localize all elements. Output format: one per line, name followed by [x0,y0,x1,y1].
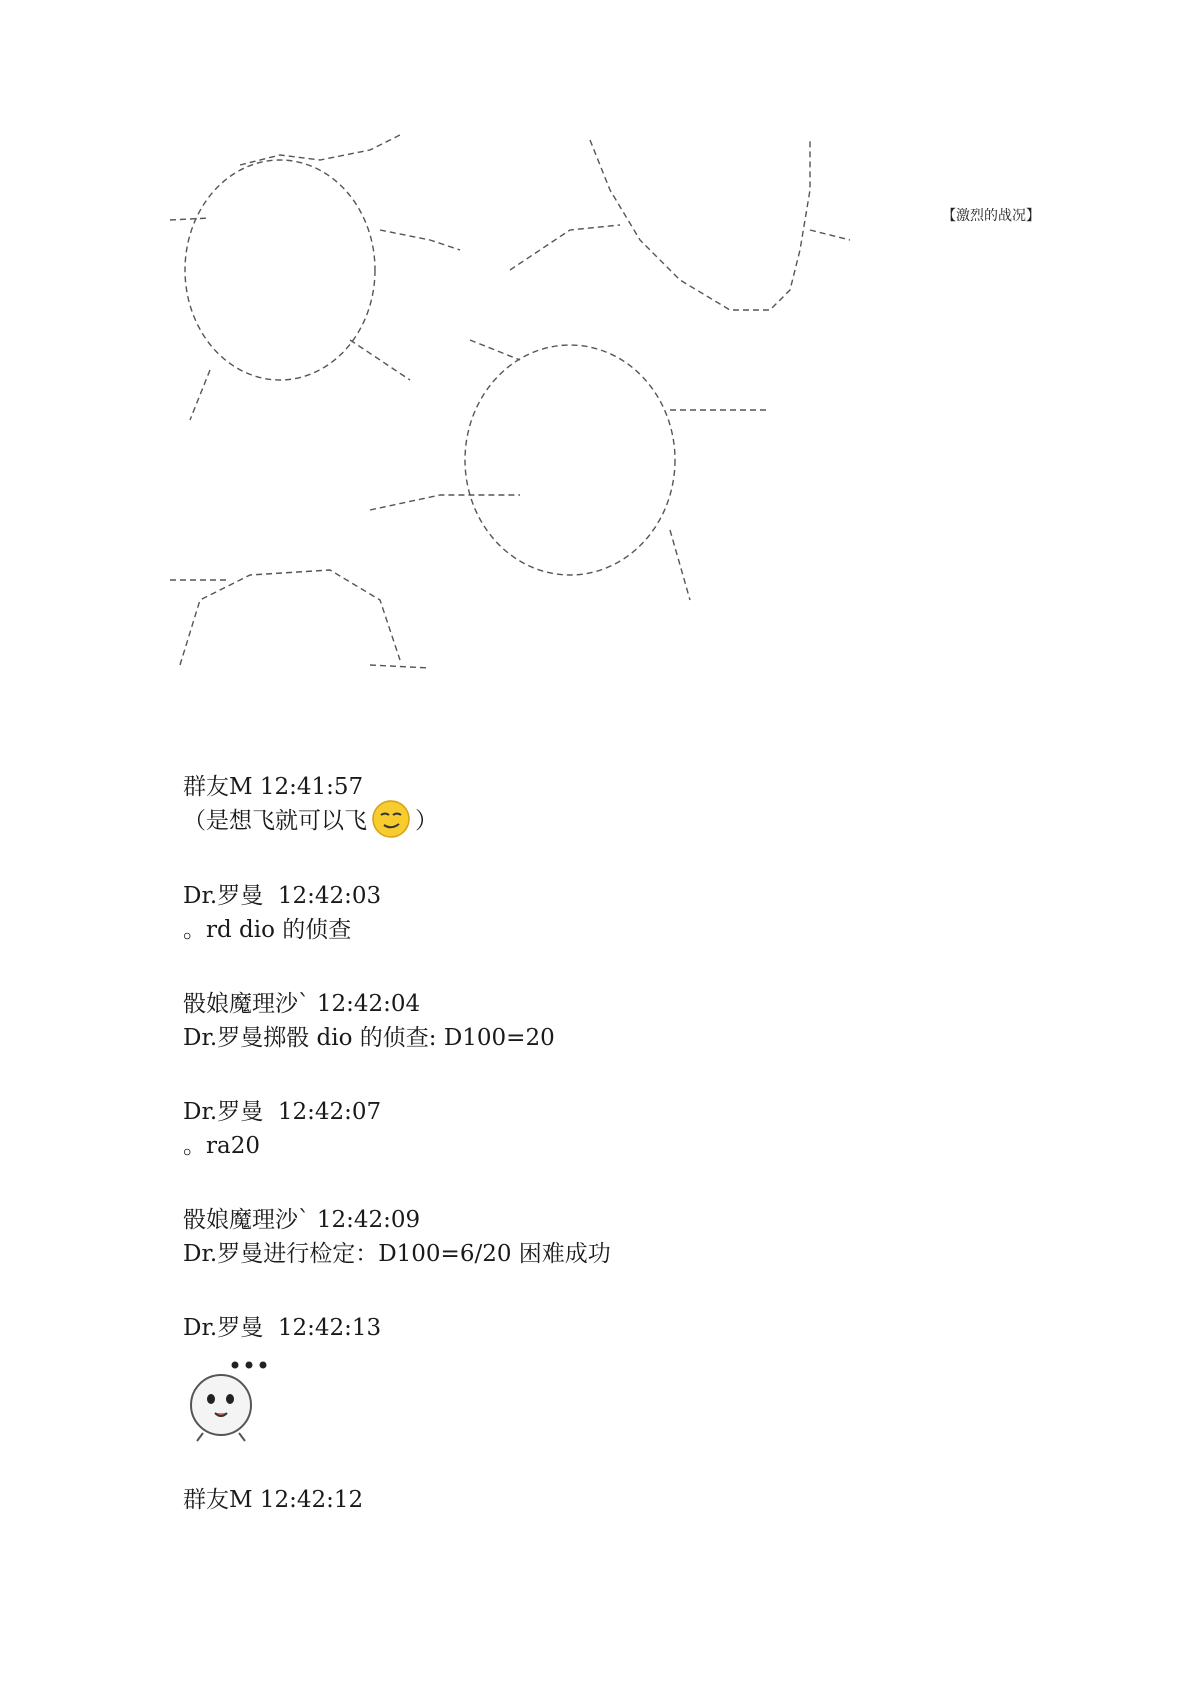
chat-message [183,770,1083,839]
message-body [183,804,1083,839]
chat-message [183,1311,1083,1443]
sender-name: Dr.罗曼 [183,1099,264,1125]
sender-name: 骰娘魔理沙` [183,991,310,1017]
sender-name: 骰娘魔理沙` [183,1207,310,1233]
message-header [183,987,1083,1021]
art-caption: 【激烈的战况】 [942,208,1040,224]
chat-log [183,770,1083,1517]
sender-name: Dr.罗曼 [183,883,264,909]
chat-message [183,1203,1083,1271]
message-text: ） [415,808,438,834]
timestamp: 12:42:12 [259,1487,364,1513]
message-header [183,1203,1083,1237]
sender-name: 群友M [183,774,253,800]
timestamp: 12:42:03 [277,883,382,909]
message-header [183,879,1083,913]
chat-message [183,879,1083,947]
message-header [183,1483,1083,1517]
timestamp: 12:42:04 [316,991,421,1017]
message-header [183,1095,1083,1129]
message-header [183,1311,1083,1345]
timestamp: 12:42:13 [277,1315,382,1341]
message-text: Dr.罗曼进行检定：D100=6/20 困难成功 [183,1241,611,1267]
message-text: 。rd dio 的侦查 [183,917,352,943]
message-text: Dr.罗曼掷骰 dio 的侦查: D100=20 [183,1025,555,1051]
sender-name: Dr.罗曼 [183,1315,264,1341]
timestamp: 12:42:09 [316,1207,421,1233]
message-text: （是想飞就可以飞 [183,808,367,834]
sender-name: 群友M [183,1487,253,1513]
chat-message [183,1095,1083,1163]
smirk-emoji-icon [371,799,411,839]
chat-message [183,987,1083,1055]
chat-message [183,1483,1083,1517]
timestamp: 12:42:07 [277,1099,382,1125]
speechless-face-sticker-icon [183,1353,273,1443]
message-header [183,770,1083,804]
timestamp: 12:41:57 [259,774,364,800]
message-text: 。ra20 [183,1133,260,1159]
